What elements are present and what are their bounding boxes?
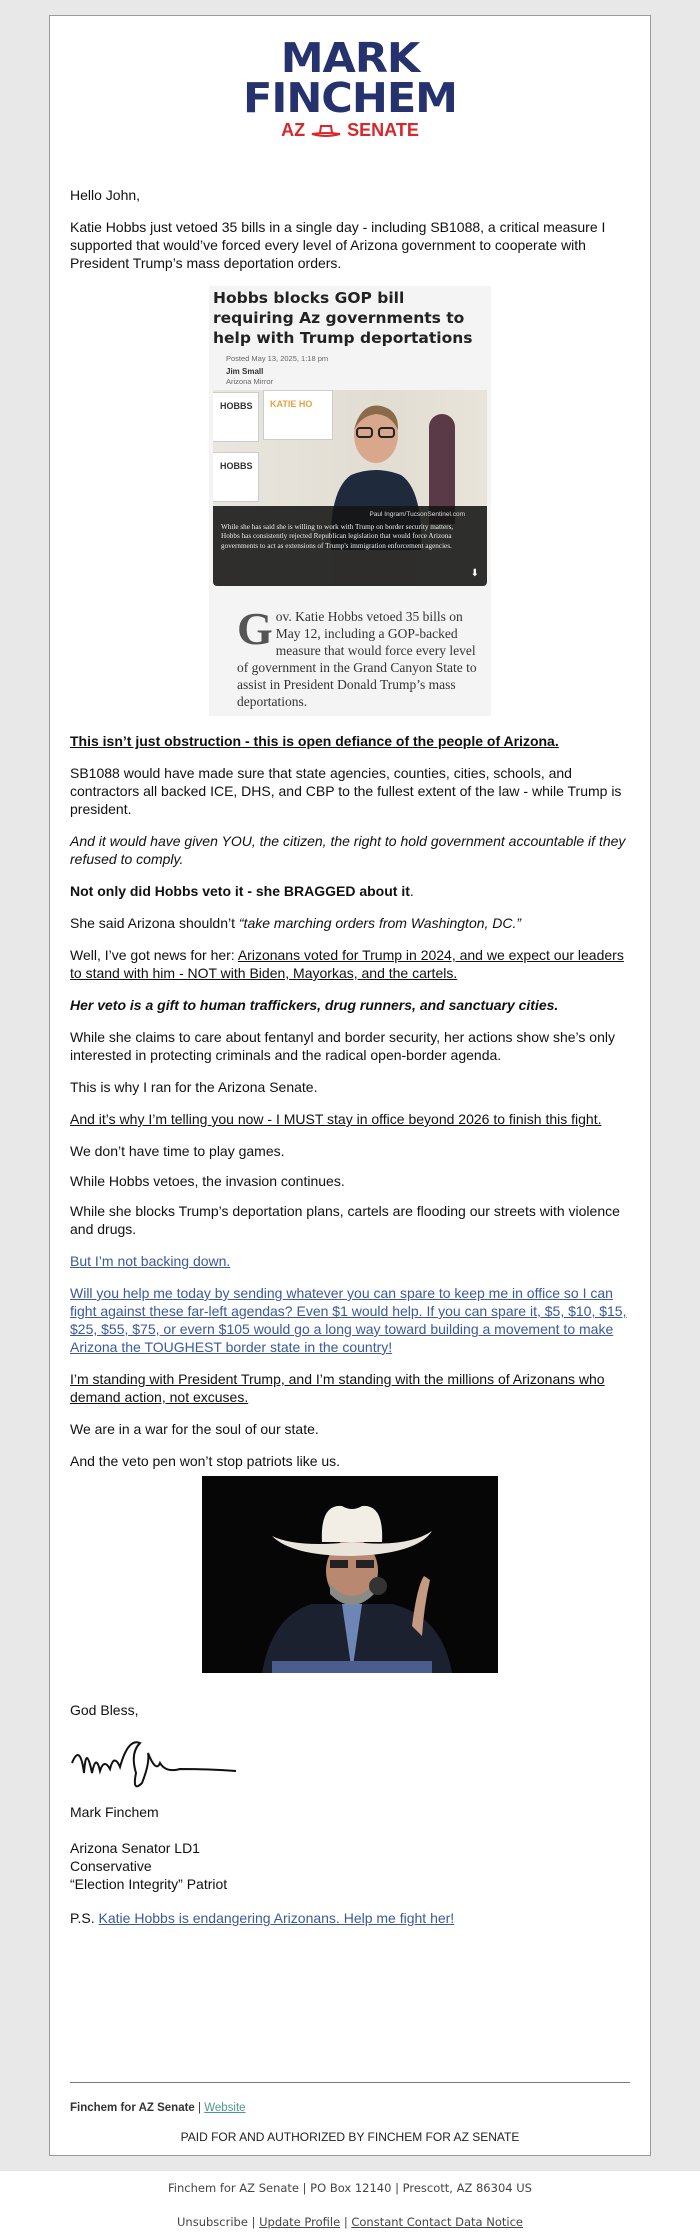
p-sb1088: SB1088 would have made sure that state agencies, counties, cities, schools, and contractors all backed ICE, DHS, and CBP to the fullest extent of the law - while Trump is president. [70, 765, 622, 817]
postscript: P.S. Katie Hobbs is endangering Arizonans. Help me fight her! [70, 1910, 455, 1926]
p-cartels: While she blocks Trump’s deportation plans, cartels are flooding our streets with violence and drugs. [70, 1203, 620, 1237]
signer-title: Conservative [70, 1858, 152, 1874]
p-invasion: While Hobbs vetoes, the invasion continues. [70, 1173, 345, 1189]
logo-line-mark: MARK [280, 34, 420, 82]
article-posted: Posted May 13, 2025, 1:18 pm [226, 354, 329, 363]
postscript-link[interactable]: Katie Hobbs is endangering Arizonans. Help me fight her! [98, 1910, 455, 1926]
unsubscribe-link[interactable]: Unsubscribe [177, 2215, 248, 2229]
email-card [49, 15, 651, 2156]
p-war: We are in a war for the soul of our state. [70, 1421, 319, 1437]
photo-credit: Paul Ingram/TucsonSentinel.com [369, 511, 465, 518]
cowboy-hat-icon [311, 124, 341, 138]
chevron-down-icon[interactable]: ⬇ [470, 567, 479, 579]
signature-image [70, 1733, 630, 1793]
logo-line-senate [50, 120, 650, 141]
p-must-stay: And it’s why I’m telling you now - I MUST stay in office beyond 2026 to finish this fight. [70, 1111, 602, 1127]
caption-text: While she has said she is willing to work with Trump on border security matters, Hobbs has consistently rejected Republican legislation that would force Arizona governments to act as extensions of Trump's immigration enforcement agencies. [221, 522, 454, 550]
p-veto-pen: And the veto pen won’t stop patriots like us. [70, 1453, 341, 1469]
mailing-address: Finchem for AZ Senate | PO Box 12140 | Prescott, AZ 86304 US [168, 2181, 532, 2195]
campaign-sign: HOBBS [213, 392, 259, 442]
finchem-photo [202, 1476, 498, 1673]
update-profile-link[interactable]: Update Profile [259, 2215, 341, 2229]
photo-caption [213, 506, 487, 586]
signer-titles [70, 1839, 630, 1893]
article-lede [237, 603, 483, 710]
greeting: Hello John, [70, 187, 141, 203]
p-obstruction: This isn’t just obstruction - this is open defiance of the people of Arizona. [70, 733, 559, 749]
campaign-logo [50, 16, 650, 166]
footer-org-line: Finchem for AZ Senate | Website [70, 2102, 246, 2114]
lede-text: ov. Katie Hobbs vetoed 35 bills on May 12, including a GOP-backed measure that would force every level of government in the Grand Canyon State to assist in President Donald Trump’s mass deportations. [237, 609, 477, 709]
p-fentanyl: While she claims to care about fentanyl and border security, her actions show she’s only interested in protecting criminals and the radical open-border agenda. [70, 1029, 615, 1063]
logo-az: AZ [281, 120, 306, 140]
logo-senate: SENATE [347, 120, 419, 140]
article-photo [213, 390, 487, 586]
signer-name: Mark Finchem [70, 1804, 159, 1820]
campaign-sign: HOBBS [213, 452, 259, 502]
intro-paragraph: Katie Hobbs just vetoed 35 bills in a single day - including SB1088, a critical measure I supported that would’ve forced every level of Arizona government to cooperate with President Trump’s mass deportation orders. [70, 219, 606, 271]
p-why: This is why I ran for the Arizona Senate. [70, 1079, 318, 1095]
p-quote: She said Arizona shouldn’t “take marching orders from Washington, DC.” [70, 915, 522, 931]
footer-links: Unsubscribe | Update Profile | Constant Contact Data Notice [177, 2215, 523, 2229]
p-accountable: And it would have given YOU, the citizen, the right to hold government accountable if they refused to comply. [70, 833, 626, 867]
logo-line-finchem: FINCHEM [242, 74, 457, 122]
article-author: Jim Small [226, 367, 264, 376]
donate-link-appeal[interactable]: Will you help me today by sending whatever you can spare to keep me in office so I can fight against these far-left agendas? Even $1 would help. If you can spare it, $5, $10, $15, $25, $55, $75, or evern $105 would go a long way toward building a movement to make Arizona the TOUGHEST border state in the country! [70, 1285, 627, 1355]
data-notice-link[interactable]: Constant Contact Data Notice [351, 2215, 523, 2229]
donate-link-backing-down[interactable]: But I’m not backing down. [70, 1253, 231, 1269]
p-gift: Her veto is a gift to human traffickers, drug runners, and sanctuary cities. [70, 997, 559, 1013]
news-article-screenshot [209, 286, 491, 716]
p-bragged: Not only did Hobbs veto it - she BRAGGED about it. [70, 883, 414, 899]
p-games: We don’t have time to play games. [70, 1143, 285, 1159]
article-outlet: Arizona Mirror [226, 377, 274, 386]
closing-bless: God Bless, [70, 1702, 139, 1718]
campaign-sign: KATIE HO [263, 390, 333, 440]
email-body [50, 186, 650, 1927]
p-standing: I’m standing with President Trump, and I’m standing with the millions of Arizonans who demand action, not excuses. [70, 1371, 605, 1405]
p-news: Well, I’ve got news for her: Arizonans voted for Trump in 2024, and we expect our leaders to stand with him - NOT with Biden, Mayorkas, and the cartels. [70, 947, 624, 981]
footer-divider [70, 2082, 630, 2083]
drop-cap: G [237, 603, 273, 654]
article-headline: Hobbs blocks GOP bill requiring Az governments to help with Trump deportations [213, 289, 473, 347]
website-link[interactable]: Website [204, 2102, 246, 2114]
signer-title: Arizona Senator LD1 [70, 1840, 200, 1856]
paid-for-disclaimer: PAID FOR AND AUTHORIZED BY FINCHEM FOR AZ SENATE [180, 2130, 520, 2144]
signer-title: “Election Integrity” Patriot [70, 1876, 228, 1892]
